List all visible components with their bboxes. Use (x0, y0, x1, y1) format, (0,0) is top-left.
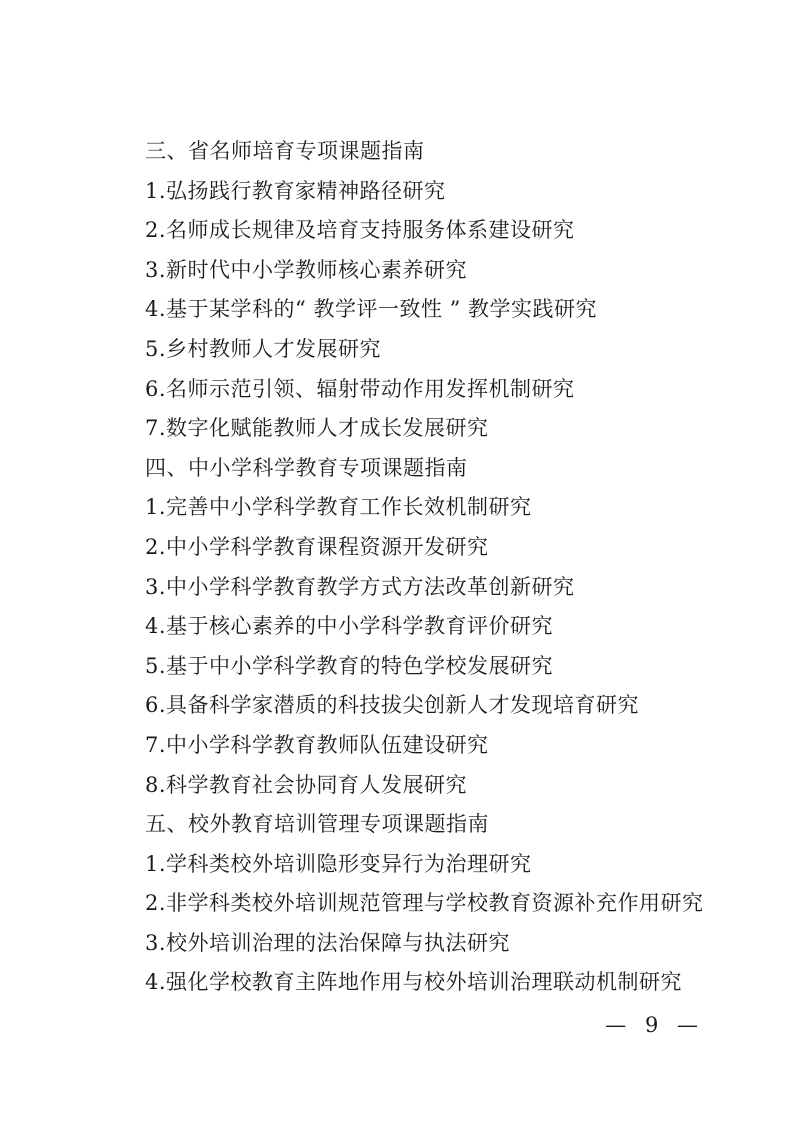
item-number: 3. (145, 257, 167, 282)
item-number: 2. (145, 891, 167, 916)
item-text: 中小学科学教育教学方式方法改革创新研究 (166, 574, 575, 599)
list-item (145, 488, 765, 528)
list-item (145, 330, 765, 370)
list-item (145, 647, 765, 687)
item-number: 6. (145, 376, 167, 401)
item-number: 4. (145, 970, 167, 995)
item-text: 学科类校外培训隐形变异行为治理研究 (166, 851, 532, 876)
item-text: 乡村教师人才发展研究 (166, 336, 382, 361)
item-text: 名师示范引领、辐射带动作用发挥机制研究 (166, 376, 575, 401)
list-item (145, 290, 765, 330)
list-item (145, 528, 765, 568)
item-text: 非学科类校外培训规范管理与学校教育资源补充作用研究 (166, 891, 704, 916)
list-item (145, 251, 765, 291)
item-text: 新时代中小学教师核心素养研究 (166, 257, 468, 282)
section-heading: 四、中小学科学教育专项课题指南 (145, 455, 468, 480)
item-text: 中小学科学教育课程资源开发研究 (166, 534, 489, 559)
list-item (145, 963, 765, 1003)
item-number: 1. (145, 851, 167, 876)
item-number: 6. (145, 693, 167, 718)
item-number: 7. (145, 732, 167, 757)
item-text: 具备科学家潜质的科技拔尖创新人才发现培育研究 (166, 693, 640, 718)
item-number: 4. (145, 297, 167, 322)
item-number: 5. (145, 653, 167, 678)
list-item (145, 924, 765, 964)
section-heading: 五、校外教育培训管理专项课题指南 (145, 812, 489, 837)
item-text: 基于核心素养的中小学科学教育评价研究 (166, 614, 554, 639)
item-number: 1. (145, 178, 167, 203)
list-item (145, 607, 765, 647)
list-item (145, 686, 765, 726)
item-number: 1. (145, 495, 167, 520)
item-number: 3. (145, 574, 167, 599)
item-text: 科学教育社会协同育人发展研究 (166, 772, 468, 797)
item-number: 4. (145, 614, 167, 639)
item-number: 5. (145, 336, 167, 361)
list-item (145, 766, 765, 806)
item-text: 名师成长规律及培育支持服务体系建设研究 (166, 218, 575, 243)
item-number: 7. (145, 416, 167, 441)
item-text: 完善中小学科学教育工作长效机制研究 (166, 495, 532, 520)
item-text: 弘扬践行教育家精神路径研究 (166, 178, 446, 203)
item-number: 3. (145, 930, 167, 955)
item-number: 2. (145, 218, 167, 243)
list-item (145, 845, 765, 885)
item-number: 2. (145, 534, 167, 559)
list-item (145, 726, 765, 766)
item-text: 中小学科学教育教师队伍建设研究 (166, 732, 489, 757)
item-text: 数字化赋能教师人才成长发展研究 (166, 416, 489, 441)
item-text: 基于中小学科学教育的特色学校发展研究 (166, 653, 554, 678)
list-item (145, 409, 765, 449)
item-text: 强化学校教育主阵地作用与校外培训治理联动机制研究 (166, 970, 683, 995)
page-number: — 9 — (605, 1013, 704, 1037)
list-item (145, 172, 765, 212)
item-text: 基于某学科的“ 教学评一致性 ” 教学实践研究 (166, 297, 598, 322)
list-item (145, 884, 765, 924)
item-number: 8. (145, 772, 167, 797)
document-body (145, 132, 765, 1003)
list-item (145, 568, 765, 608)
item-text: 校外培训治理的法治保障与执法研究 (166, 930, 511, 955)
section-heading: 三、省名师培育专项课题指南 (145, 139, 425, 163)
list-item (145, 211, 765, 251)
list-item (145, 370, 765, 410)
